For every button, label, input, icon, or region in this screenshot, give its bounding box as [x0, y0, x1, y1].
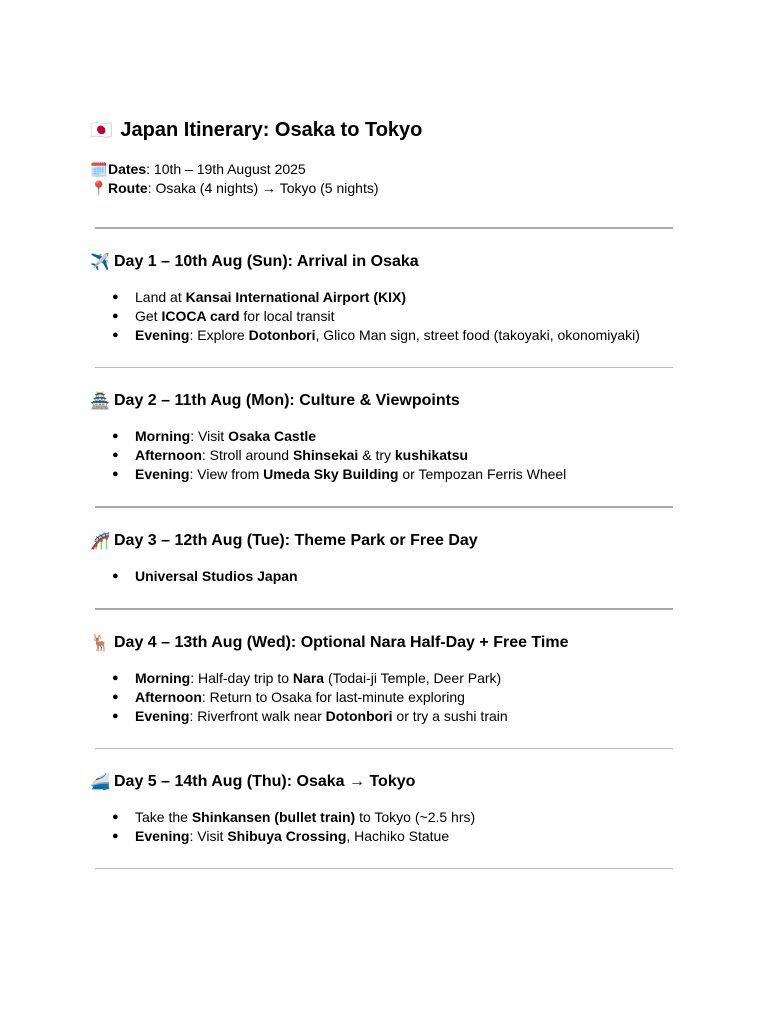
day-activity-list [90, 567, 675, 586]
bold-text: Kansai International Airport (KIX) [185, 289, 406, 305]
bold-text: Osaka Castle [228, 428, 317, 444]
section-divider [95, 608, 673, 610]
bold-text: ICOCA card [161, 308, 240, 324]
japan-flag-icon: 🇯🇵 [90, 119, 113, 140]
text-segment: or Tempozan Ferris Wheel [398, 466, 567, 482]
list-item [90, 465, 675, 484]
day-list [90, 227, 675, 869]
section-divider [95, 506, 673, 508]
day-heading-text: Day 3 – 12th Aug (Tue): Theme Park or Free Day [114, 532, 478, 549]
bold-text: kushikatsu [394, 447, 469, 463]
day-section [90, 771, 675, 846]
text-segment: Get [135, 308, 162, 324]
day-activity-list [90, 808, 675, 846]
day-heading [90, 632, 675, 654]
bold-text: Dotonbori [325, 708, 393, 724]
bold-text: Shinkansen (bullet train) [191, 809, 356, 825]
text-segment: , Glico Man sign, street food (takoyaki, okonomiyaki) [315, 327, 640, 343]
route-label: Route [108, 180, 148, 196]
text-segment: , Hachiko Statue [346, 828, 450, 844]
page-title-text: Japan Itinerary: Osaka to Tokyo [120, 118, 423, 141]
day-activity-list [90, 288, 675, 345]
list-item [90, 688, 675, 707]
list-item [90, 427, 675, 446]
day-section [90, 251, 675, 345]
bold-text: Dotonbori [248, 327, 316, 343]
list-item [90, 326, 675, 345]
bold-text: Afternoon [135, 447, 202, 463]
section-divider [95, 367, 673, 368]
section-divider [95, 227, 673, 229]
text-segment: : Visit [190, 428, 229, 444]
day-heading-text: Day 2 – 11th Aug (Mon): Culture & Viewpoints [114, 392, 460, 409]
day-activity-list [90, 669, 675, 726]
day-heading-text: Day 1 – 10th Aug (Sun): Arrival in Osaka [114, 253, 419, 270]
text-segment: : Return to Osaka for last-minute exploring [201, 689, 465, 705]
text-segment: (Todai-ji Temple, Deer Park) [324, 670, 502, 686]
text-segment: Land at [135, 289, 186, 305]
document-page [90, 112, 675, 869]
bold-text: Umeda Sky Building [263, 466, 399, 482]
text-segment: : Riverfront walk near [189, 708, 326, 724]
list-item [90, 827, 675, 846]
dates-row [90, 160, 675, 179]
list-item [90, 808, 675, 827]
dates-value: : 10th – 19th August 2025 [146, 161, 306, 177]
bold-text: Evening [135, 466, 190, 482]
bold-text: Evening [135, 327, 190, 343]
bold-text: Evening [135, 708, 190, 724]
text-segment: to Tokyo (~2.5 hrs) [355, 809, 476, 825]
bullet-train-icon: 🚄 [90, 774, 110, 791]
text-segment: : Visit [189, 828, 228, 844]
day-section [90, 530, 675, 586]
bold-text: Nara [292, 670, 325, 686]
route-value: : Osaka (4 nights) → Tokyo (5 nights) [147, 180, 379, 196]
pin-icon: 📍 [90, 180, 108, 196]
dates-label: Dates [108, 161, 147, 177]
route-row [90, 179, 675, 198]
text-segment: : Explore [189, 327, 249, 343]
text-segment: for local transit [239, 308, 335, 324]
roller-coaster-icon: 🎢 [90, 533, 110, 550]
list-item [90, 307, 675, 326]
list-item [90, 567, 675, 586]
bold-text: Shibuya Crossing [227, 828, 347, 844]
bold-text: Evening [135, 828, 190, 844]
day-heading [90, 390, 675, 412]
day-heading-text: Day 5 – 14th Aug (Thu): Osaka → Tokyo [114, 773, 416, 790]
bold-text: Morning [135, 428, 191, 444]
day-heading [90, 771, 675, 793]
section-divider [95, 868, 673, 869]
bold-text: Morning [135, 670, 191, 686]
calendar-icon: 🗓️ [90, 161, 108, 177]
castle-icon: 🏯 [90, 393, 110, 410]
trip-meta [90, 160, 675, 198]
bold-text: Afternoon [135, 689, 202, 705]
day-activity-list [90, 427, 675, 484]
text-segment: : View from [189, 466, 264, 482]
day-section [90, 632, 675, 726]
page-title [90, 112, 675, 148]
text-segment: : Stroll around [201, 447, 293, 463]
airplane-icon: ✈️ [90, 254, 110, 271]
list-item [90, 707, 675, 726]
day-heading [90, 530, 675, 552]
day-section [90, 390, 675, 484]
deer-icon: 🦌 [90, 635, 110, 652]
day-heading [90, 251, 675, 273]
day-heading-text: Day 4 – 13th Aug (Wed): Optional Nara Half-Day + Free Time [114, 634, 569, 651]
text-segment: or try a sushi train [392, 708, 508, 724]
section-divider [95, 748, 673, 749]
list-item [90, 446, 675, 465]
text-segment: Take the [135, 809, 192, 825]
text-segment: & try [358, 447, 395, 463]
bold-text: Universal Studios Japan [135, 568, 298, 584]
text-segment: : Half-day trip to [190, 670, 293, 686]
bold-text: Shinsekai [292, 447, 359, 463]
list-item [90, 669, 675, 688]
list-item [90, 288, 675, 307]
